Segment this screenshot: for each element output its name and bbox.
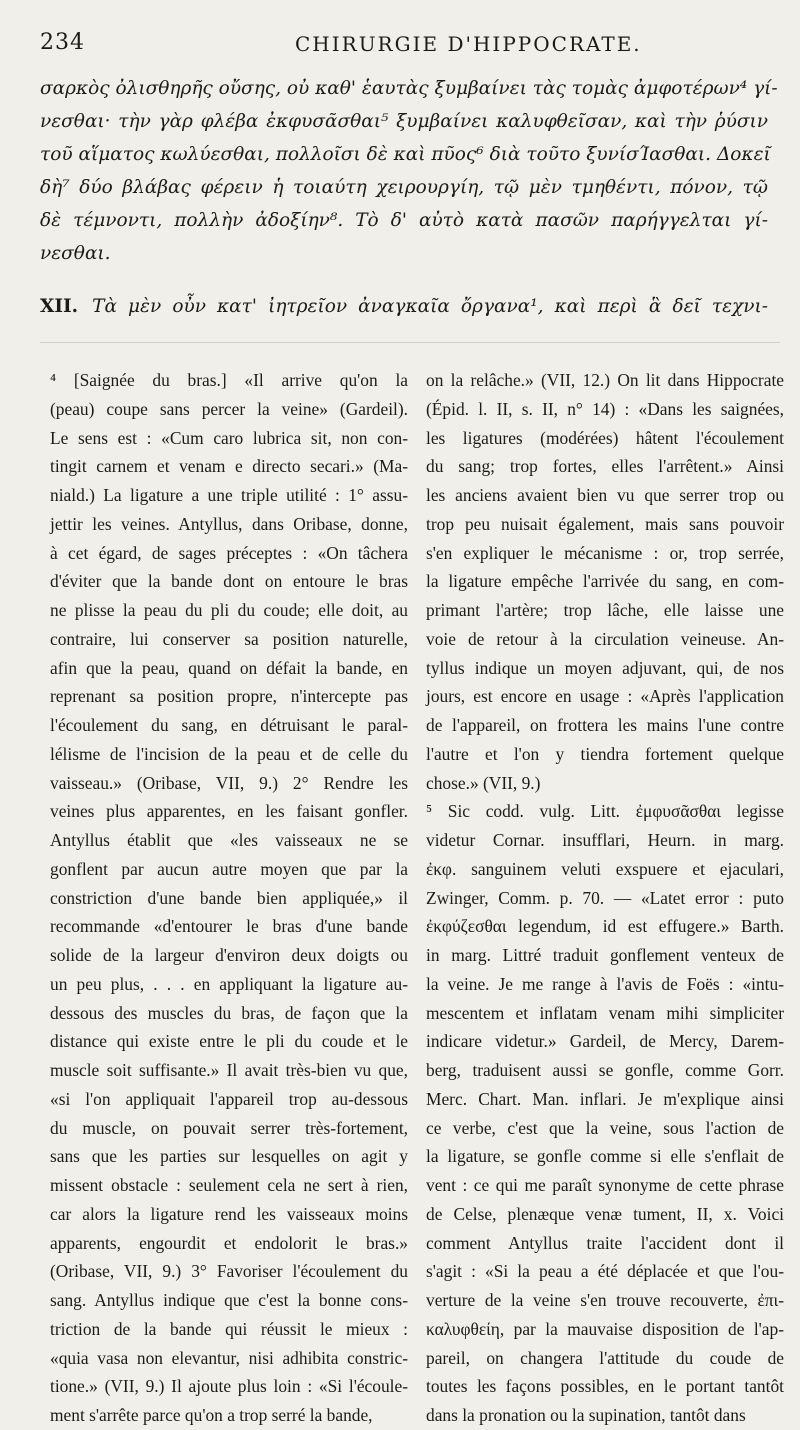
footnote-line: voie de retour à la circulation veineuse. An- [426, 628, 784, 649]
running-head: CHIRURGIE D'HIPPOCRATE. [295, 32, 642, 56]
footnote-line: «si l'on appliquait l'appareil trop au-dessous [50, 1088, 408, 1109]
section-number: XII. [40, 296, 79, 317]
footnote-line: un peu plus, . . . en appliquant la ligature au- [50, 973, 408, 994]
footnote-line: les anciens avaient bien vu que serrer trop ou [426, 485, 784, 505]
footnote-line: muscle soit suffisante.» Il avait très-bien vu que, [50, 1060, 408, 1080]
footnote-line: solide de la largeur d'environ deux doigts ou [50, 945, 408, 965]
footnote-divider [40, 342, 780, 343]
greek-line: δὲ τέμνοντι, πολλὴν ἀδοξίην⁸. Τὸ δ' αὐτὸ κατὰ πασῶν παρήγγελται γί- [40, 210, 768, 231]
footnote-line: lélisme de l'incision de la peau et de celle du [50, 743, 408, 764]
footnote-line: s'agit : «Si la peau a été déplacée et que l'ou- [426, 1261, 784, 1282]
footnote-line: d'éviter que la bande dont on entoure le bras [50, 571, 408, 592]
greek-text-block [40, 72, 778, 270]
footnote-line: pareil, on changera l'attitude du coude de [426, 1347, 784, 1368]
footnote-line: videtur Cornar. insufflari, Heurn. in marg. [426, 830, 784, 850]
footnotes-left-column [50, 366, 408, 1430]
footnote-line: Le sens est : «Cum caro lubrica sit, non con- [50, 427, 408, 448]
footnote-line: de l'appareil, on frottera les mains l'une contre [426, 715, 784, 735]
footnote-line: verture de la veine s'en trouve recouverte, ἐπι- [426, 1290, 784, 1310]
footnotes-right-column [426, 366, 784, 1430]
footnote-line: jettir les veines. Antyllus, dans Oribase, donne, [50, 513, 408, 534]
footnote-line: indicare videtur.» Gardeil, de Mercy, Darem- [426, 1031, 784, 1052]
footnote-line: on la relâche.» (VII, 12.) On lit dans Hippocrate [426, 370, 784, 390]
footnote-line: niald.) La ligature a une triple utilité : 1° assu- [50, 485, 408, 505]
footnote-line: (peau) coupe sans percer la veine» (Gardeil). [50, 398, 408, 419]
footnote-line: ἐκφ. sanguinem veluti exspuere et ejaculari, [426, 858, 784, 879]
footnote-line: car alors la ligature rend les vaisseaux moins [50, 1203, 408, 1224]
page-header [40, 30, 780, 64]
footnote-line: καλυφθείη, par la mauvaise disposition de l'ap- [426, 1318, 784, 1339]
footnote-line: toutes les façons possibles, en le portant tantôt [426, 1376, 784, 1397]
footnote-line: berg, traduisent aussi se gonfle, comme Gorr. [426, 1060, 784, 1080]
footnote-line: «quia vasa non elevantur, nisi adhibita constric- [50, 1347, 408, 1368]
greek-line: δὴ⁷ δύο βλάβας φέρειν ἡ τοιαύτη χειρουργίη, τῷ μὲν τμηθέντι, πόνον, τῷ [40, 177, 768, 198]
footnote-line: de Celse, plenæque venæ tument, II, x. Voici [426, 1203, 784, 1224]
footnote-line: mescentem et inflatam venam mihi simpliciter [426, 1002, 784, 1023]
footnote-line: ἐκφύζεσθαι legendum, id est effugere.» Barth. [426, 916, 784, 937]
footnote-line: distance qui existe entre le pli du coude et le [50, 1031, 408, 1052]
footnote-line: jours, est encore en usage : «Après l'application [426, 686, 784, 707]
footnote-line: vaisseau.» (Oribase, VII, 9.) 2° Rendre les [50, 772, 408, 793]
footnote-line: la veine. Je me range à l'avis de Foës : «intu- [426, 973, 784, 994]
footnote-line: in marg. Littré traduit gonflement venteux de [426, 945, 784, 965]
greek-line: τοῦ αἵματος κωλύεσθαι, πολλοῖσι δὲ καὶ πῦος⁶ διὰ τοῦτο ξυνίσΊασθαι. Δοκεῖ [40, 144, 771, 165]
footnote-line: veines plus apparentes, en les faisant gonfler. [50, 801, 408, 822]
section-heading-line [40, 296, 768, 317]
footnote-line: dessous des muscles du bras, de façon que la [50, 1002, 408, 1023]
footnote-line: gonflent par aucun autre moyen que par la [50, 858, 408, 879]
footnote-line: vent : ce qui me paraît synonyme de cette phrase [426, 1175, 784, 1195]
footnote-line: Antyllus établit que «les vaisseaux ne se [50, 830, 408, 850]
footnote-line: tingit carnem et venam e directo secari.» (Ma- [50, 456, 408, 477]
footnote-line: Zwinger, Comm. p. 70. — «Latet error : puto [426, 887, 784, 908]
footnote-line: missent obstacle : seulement cela ne sert à rien, [50, 1175, 408, 1195]
footnote-line: trop peu nuisait également, mais sans pouvoir [426, 513, 784, 534]
footnote-line: l'autre et l'on y tiendra fortement quelque [426, 743, 784, 764]
footnote-line: la ligature empêche l'arrivée du sang, en com- [426, 571, 784, 592]
footnote-line: la ligature, se gonfle comme si elle s'enflait de [426, 1146, 784, 1167]
footnote-line: contraire, lui conserver sa position naturelle, [50, 628, 408, 649]
footnote-line: sans que les parties sur lesquelles on agit y [50, 1146, 408, 1167]
footnote-line: dans la pronation ou la supination, tantôt dans [426, 1405, 746, 1425]
footnote-line: du sang; trop fortes, elles l'arrêtent.» Ainsi [426, 456, 784, 477]
section-greek-text: Τὰ μὲν οὖν κατ' ἰητρεῖον ἀναγκαῖα ὄργανα¹, καὶ περὶ ἃ δεῖ τεχνι- [92, 296, 768, 317]
footnote-line: Merc. Chart. Man. inflari. Je m'explique ainsi [426, 1088, 784, 1109]
footnote-line: comment Antyllus traite l'accident dont il [426, 1232, 784, 1253]
page-number: 234 [40, 30, 85, 55]
footnote-line: constriction d'une bande bien appliquée,» il [50, 887, 408, 908]
footnote-line: (Oribase, VII, 9.) 3° Favoriser l'écoulement du [50, 1261, 408, 1282]
footnote-line: à cet égard, de sages préceptes : «On tâchera [50, 542, 408, 563]
footnote-line: les ligatures (modérées) hâtent l'écoulement [426, 427, 784, 448]
footnote-line: recommande «d'entourer le bras d'une bande [50, 916, 408, 937]
footnote-line: ne plisse la peau du pli du coude; elle doit, au [50, 600, 408, 620]
footnote-line: triction de la bande qui réussit le mieux : [50, 1318, 408, 1339]
footnote-line: sang. Antyllus indique que c'est la bonne cons- [50, 1290, 408, 1310]
footnote-line: apparents, engourdit et endolorit le bras.» [50, 1232, 408, 1253]
greek-line: σαρκὸς ὀλισθηρῆς οὔσης, οὐ καθ' ἑαυτὰς ξυμβαίνει τὰς τομὰς ἀμφοτέρων⁴ γί- [40, 78, 778, 99]
greek-line: νεσθαι· τὴν γὰρ φλέβα ἐκφυσᾶσθαι⁵ ξυμβαίνει καλυφθεῖσαν, καὶ τὴν ῥύσιν [40, 111, 768, 132]
footnote-line: l'écoulement du sang, en détruisant le paral- [50, 715, 408, 735]
footnote-line: tione.» (VII, 9.) Il ajoute plus loin : «Si l'écoule- [50, 1376, 408, 1397]
footnote-line: primant l'artère; trop lâche, elle laisse une [426, 600, 784, 620]
footnote-line: ⁴ [Saignée du bras.] «Il arrive qu'on la [50, 370, 408, 390]
greek-line: νεσθαι. [40, 243, 111, 264]
footnote-line: tyllus indique un moyen adjuvant, qui, de nos [426, 657, 784, 678]
footnote-line: chose.» (VII, 9.) [426, 772, 541, 793]
footnote-line: du muscle, on pouvait serrer très-fortement, [50, 1117, 408, 1138]
footnote-line: ⁵ Sic codd. vulg. Litt. ἐμφυσᾶσθαι legisse [426, 801, 784, 822]
footnote-line: ce verbe, c'est que la veine, sous l'action de [426, 1117, 784, 1138]
footnote-line: s'en expliquer le mécanisme : or, trop serrée, [426, 542, 784, 563]
footnote-line: reprenant sa position propre, n'intercepte pas [50, 686, 408, 707]
footnote-line: (Épid. l. II, s. II, n° 14) : «Dans les saignées, [426, 398, 784, 419]
footnote-line: afin que la peau, quand on défait la bande, en [50, 657, 408, 678]
footnote-line: ment s'arrête parce qu'on a trop serré la bande, [50, 1405, 373, 1425]
